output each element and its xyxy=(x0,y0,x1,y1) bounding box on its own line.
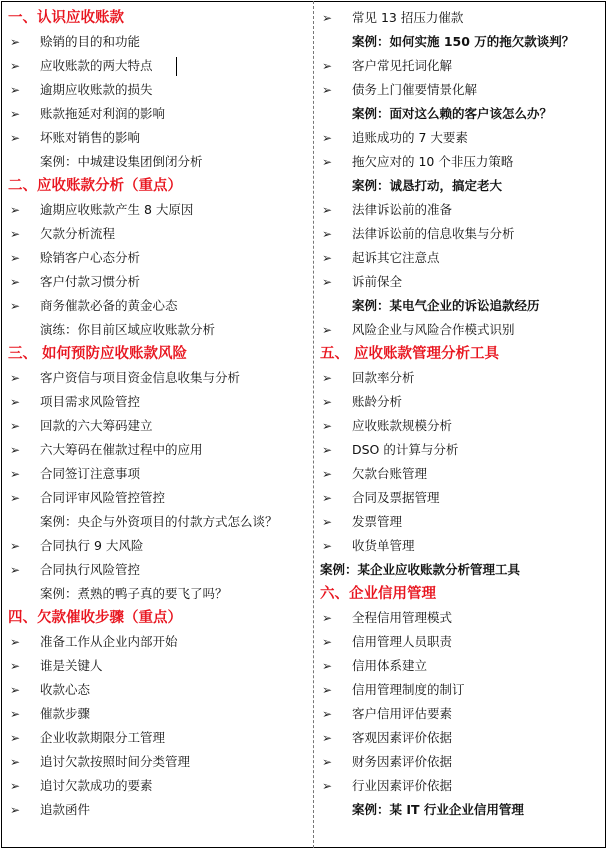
arrow-bullet-icon: ➢ xyxy=(322,515,333,529)
list-item: ➢ 合同签订注意事项 xyxy=(8,462,308,486)
arrow-bullet-icon: ➢ xyxy=(10,659,21,673)
arrow-bullet-icon: ➢ xyxy=(322,227,333,241)
text-cursor xyxy=(176,57,177,76)
arrow-bullet-icon: ➢ xyxy=(322,731,333,745)
list-item: ➢ 回款率分析 xyxy=(320,366,602,390)
arrow-bullet-icon: ➢ xyxy=(322,59,333,73)
list-item: ➢ 合同执行 9 大风险 xyxy=(8,534,308,558)
section-heading: 三、 如何预防应收账款风险 xyxy=(8,345,188,362)
list-item: ➢ 客观因素评价依据 xyxy=(320,726,602,750)
arrow-bullet-icon: ➢ xyxy=(322,443,333,457)
list-item: ➢ DSO 的计算与分析 xyxy=(320,438,602,462)
list-item: ➢ 客户信用评估要素 xyxy=(320,702,602,726)
arrow-bullet-icon: ➢ xyxy=(10,707,21,721)
list-item: ➢ 客户付款习惯分析 xyxy=(8,270,308,294)
arrow-bullet-icon: ➢ xyxy=(10,227,21,241)
list-item: ➢ 追讨欠款按照时间分类管理 xyxy=(8,750,308,774)
list-item: ➢ 账龄分析 xyxy=(320,390,602,414)
case-line: 案例：某 IT 行业企业信用管理 xyxy=(352,802,524,817)
arrow-bullet-icon: ➢ xyxy=(322,395,333,409)
list-item: ➢ 收货单管理 xyxy=(320,534,602,558)
list-item: ➢ 欠款台账管理 xyxy=(320,462,602,486)
arrow-bullet-icon: ➢ xyxy=(322,611,333,625)
list-item: ➢ 拖欠应对的 10 个非压力策略 xyxy=(320,150,602,174)
list-item: ➢ 追款函件 xyxy=(8,798,308,822)
arrow-bullet-icon: ➢ xyxy=(10,203,21,217)
arrow-bullet-icon: ➢ xyxy=(10,275,21,289)
list-item: ➢ 信用体系建立 xyxy=(320,654,602,678)
arrow-bullet-icon: ➢ xyxy=(10,371,21,385)
list-item: ➢ 信用管理人员职责 xyxy=(320,630,602,654)
list-item: ➢ 合同及票据管理 xyxy=(320,486,602,510)
list-item: ➢ 债务上门催要情景化解 xyxy=(320,78,602,102)
arrow-bullet-icon: ➢ xyxy=(322,371,333,385)
practice-line: 演练：你目前区域应收账款分析 xyxy=(40,322,216,337)
arrow-bullet-icon: ➢ xyxy=(322,323,333,337)
arrow-bullet-icon: ➢ xyxy=(10,131,21,145)
list-item: ➢ 赊销的目的和功能 xyxy=(8,30,308,54)
arrow-bullet-icon: ➢ xyxy=(10,107,21,121)
arrow-bullet-icon: ➢ xyxy=(322,275,333,289)
list-item: ➢ 行业因素评价依据 xyxy=(320,774,602,798)
column-divider xyxy=(313,1,314,848)
example-line: 案例：中城建设集团倒闭分析 xyxy=(40,154,203,169)
list-item: ➢ 欠款分析流程 xyxy=(8,222,308,246)
arrow-bullet-icon: ➢ xyxy=(10,419,21,433)
list-item: ➢ 法律诉讼前的信息收集与分析 xyxy=(320,222,602,246)
list-item: ➢ 收款心态 xyxy=(8,678,308,702)
case-line: 案例：如何实施 150 万的拖欠款谈判？ xyxy=(352,34,575,49)
list-item: ➢ 企业收款期限分工管理 xyxy=(8,726,308,750)
arrow-bullet-icon: ➢ xyxy=(322,635,333,649)
list-item: ➢ 逾期应收账款的损失 xyxy=(8,78,308,102)
arrow-bullet-icon: ➢ xyxy=(322,707,333,721)
list-item: ➢ 逾期应收账款产生 8 大原因 xyxy=(8,198,308,222)
section-heading: 四、欠款催收步骤（重点） xyxy=(8,609,182,626)
list-item: ➢ 准备工作从企业内部开始 xyxy=(8,630,308,654)
arrow-bullet-icon: ➢ xyxy=(10,683,21,697)
list-item: ➢ 常见 13 招压力催款 xyxy=(320,6,602,30)
arrow-bullet-icon: ➢ xyxy=(322,683,333,697)
section-heading: 六、企业信用管理 xyxy=(320,585,436,602)
arrow-bullet-icon: ➢ xyxy=(322,419,333,433)
arrow-bullet-icon: ➢ xyxy=(10,731,21,745)
list-item: ➢ 诉前保全 xyxy=(320,270,602,294)
list-item: ➢ 客户资信与项目资金信息收集与分析 xyxy=(8,366,308,390)
arrow-bullet-icon: ➢ xyxy=(322,155,333,169)
arrow-bullet-icon: ➢ xyxy=(10,83,21,97)
arrow-bullet-icon: ➢ xyxy=(322,755,333,769)
left-column xyxy=(8,6,308,822)
arrow-bullet-icon: ➢ xyxy=(322,131,333,145)
arrow-bullet-icon: ➢ xyxy=(10,539,21,553)
list-item: ➢ 赊销客户心态分析 xyxy=(8,246,308,270)
list-item: ➢ 应收账款的两大特点 xyxy=(8,54,308,78)
arrow-bullet-icon: ➢ xyxy=(10,251,21,265)
arrow-bullet-icon: ➢ xyxy=(10,803,21,817)
case-line: 案例：诚恳打动，搞定老大 xyxy=(352,178,503,193)
arrow-bullet-icon: ➢ xyxy=(10,779,21,793)
section-heading: 二、应收账款分析（重点） xyxy=(8,177,182,194)
arrow-bullet-icon: ➢ xyxy=(322,11,333,25)
list-item: ➢ 商务催款必备的黄金心态 xyxy=(8,294,308,318)
arrow-bullet-icon: ➢ xyxy=(10,635,21,649)
arrow-bullet-icon: ➢ xyxy=(10,395,21,409)
right-column xyxy=(320,6,602,822)
example-line: 案例：煮熟的鸭子真的要飞了吗？ xyxy=(40,586,228,601)
arrow-bullet-icon: ➢ xyxy=(322,779,333,793)
arrow-bullet-icon: ➢ xyxy=(322,251,333,265)
arrow-bullet-icon: ➢ xyxy=(322,659,333,673)
arrow-bullet-icon: ➢ xyxy=(10,35,21,49)
case-line: 案例：面对这么赖的客户该怎么办？ xyxy=(352,106,553,121)
list-item: ➢ 发票管理 xyxy=(320,510,602,534)
list-item: ➢ 追账成功的 7 大要素 xyxy=(320,126,602,150)
list-item: ➢ 追讨欠款成功的要素 xyxy=(8,774,308,798)
list-item: ➢ 全程信用管理模式 xyxy=(320,606,602,630)
list-item: ➢ 风险企业与风险合作模式识别 xyxy=(320,318,602,342)
arrow-bullet-icon: ➢ xyxy=(322,467,333,481)
list-item: ➢ 应收账款规模分析 xyxy=(320,414,602,438)
section-heading: 五、 应收账款管理分析工具 xyxy=(320,345,500,362)
arrow-bullet-icon: ➢ xyxy=(322,539,333,553)
arrow-bullet-icon: ➢ xyxy=(10,299,21,313)
arrow-bullet-icon: ➢ xyxy=(10,491,21,505)
arrow-bullet-icon: ➢ xyxy=(10,563,21,577)
list-item: ➢ 项目需求风险管控 xyxy=(8,390,308,414)
list-item: ➢ 法律诉讼前的准备 xyxy=(320,198,602,222)
section-heading: 一、认识应收账款 xyxy=(8,9,124,26)
arrow-bullet-icon: ➢ xyxy=(10,59,21,73)
arrow-bullet-icon: ➢ xyxy=(10,467,21,481)
list-item: ➢ 催款步骤 xyxy=(8,702,308,726)
arrow-bullet-icon: ➢ xyxy=(322,203,333,217)
list-item: ➢ 合同执行风险管控 xyxy=(8,558,308,582)
example-line: 案例：央企与外资项目的付款方式怎么谈？ xyxy=(40,514,278,529)
list-item: ➢ 坏账对销售的影响 xyxy=(8,126,308,150)
list-item: ➢ 信用管理制度的制订 xyxy=(320,678,602,702)
list-item: ➢ 起诉其它注意点 xyxy=(320,246,602,270)
arrow-bullet-icon: ➢ xyxy=(10,443,21,457)
list-item: ➢ 谁是关键人 xyxy=(8,654,308,678)
list-item: ➢ 六大筹码在催款过程中的应用 xyxy=(8,438,308,462)
case-line: 案例：某电气企业的诉讼追款经历 xyxy=(352,298,540,313)
arrow-bullet-icon: ➢ xyxy=(322,83,333,97)
arrow-bullet-icon: ➢ xyxy=(322,491,333,505)
list-item: ➢ 回款的六大筹码建立 xyxy=(8,414,308,438)
arrow-bullet-icon: ➢ xyxy=(10,755,21,769)
list-item: ➢ 财务因素评价依据 xyxy=(320,750,602,774)
list-item: ➢ 客户常见托词化解 xyxy=(320,54,602,78)
list-item: ➢ 账款拖延对利润的影响 xyxy=(8,102,308,126)
list-item: ➢ 合同评审风险管控管控 xyxy=(8,486,308,510)
case-line: 案例：某企业应收账款分析管理工具 xyxy=(320,562,521,577)
